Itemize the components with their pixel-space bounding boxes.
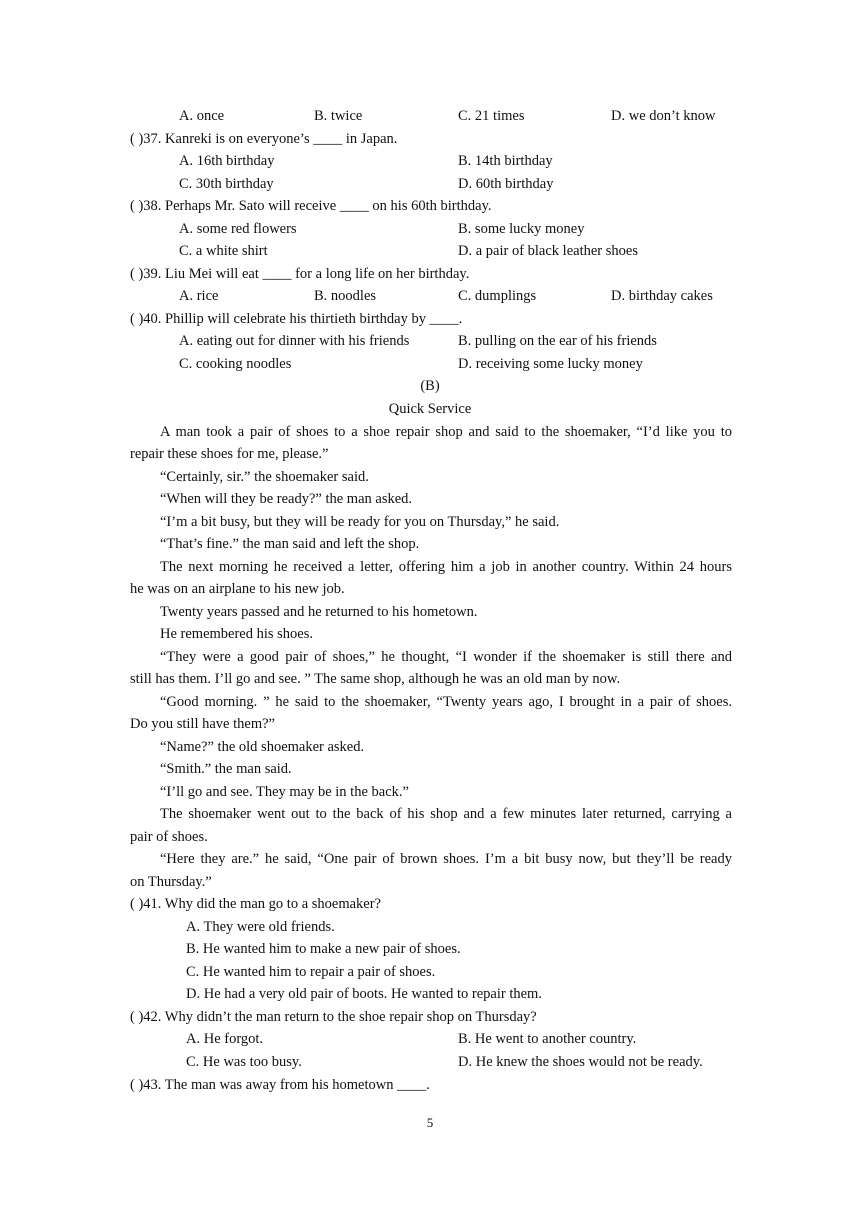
option-a: A. 16th birthday [179,153,275,169]
option-d: D. we don’t know [611,108,716,124]
page-number: 5 [426,1115,434,1130]
section-label: (B) [420,378,440,394]
option-d: D. a pair of black leather shoes [458,243,638,259]
passage-line: he was on an airplane to his new job. [130,581,345,597]
option-b: B. twice [314,108,363,124]
option-b: B. He wanted him to make a new pair of shoes. [186,941,461,957]
option-d: D. 60th birthday [458,176,554,192]
option-a: A. rice [179,288,219,304]
question-stem: ( )40. Phillip will celebrate his thirtieth birthday by ____. [130,311,463,327]
passage-line: Twenty years passed and he returned to his hometown. [160,604,478,620]
passage-line: The next morning he received a letter, offering him a job in another country. Within 24 hours [160,559,732,575]
question-stem: ( )43. The man was away from his hometown ____. [130,1077,430,1093]
option-a: A. He forgot. [186,1031,264,1047]
option-d: D. birthday cakes [611,288,713,304]
passage-line: pair of shoes. [130,829,208,845]
passage-line: Do you still have them?” [130,716,275,732]
passage-line: repair these shoes for me, please.” [130,446,329,462]
option-a: A. some red flowers [179,221,297,237]
passage-line: “Smith.” the man said. [160,761,292,777]
passage-title: Quick Service [388,401,472,417]
passage-line: A man took a pair of shoes to a shoe repair shop and said to the shoemaker, “I’d like you to [160,424,732,440]
option-d: D. He knew the shoes would not be ready. [458,1054,703,1070]
option-a: A. once [179,108,225,124]
question-stem: ( )41. Why did the man go to a shoemaker? [130,896,381,912]
option-d: D. He had a very old pair of boots. He wanted to repair them. [186,986,542,1002]
option-c: C. 21 times [458,108,525,124]
passage-line: The shoemaker went out to the back of his shop and a few minutes later returned, carrying a [160,806,732,822]
passage-line: “Name?” the old shoemaker asked. [160,739,365,755]
passage-line: on Thursday.” [130,874,212,890]
question-stem: ( )39. Liu Mei will eat ____ for a long life on her birthday. [130,266,470,282]
option-c: C. 30th birthday [179,176,274,192]
option-a: A. eating out for dinner with his friends [179,333,410,349]
option-b: B. He went to another country. [458,1031,637,1047]
passage-line: He remembered his shoes. [160,626,314,642]
passage-line: still has them. I’ll go and see. ” The same shop, although he was an old man by now. [130,671,621,687]
passage-line: “They were a good pair of shoes,” he thought, “I wonder if the shoemaker is still there and [160,649,732,665]
option-b: B. some lucky money [458,221,585,237]
option-c: C. cooking noodles [179,356,292,372]
option-c: C. He wanted him to repair a pair of shoes. [186,964,436,980]
passage-line: “Good morning. ” he said to the shoemaker, “Twenty years ago, I brought in a pair of shoes. [160,694,732,710]
option-b: B. noodles [314,288,377,304]
passage-line: “That’s fine.” the man said and left the shop. [160,536,420,552]
passage-line: “When will they be ready?” the man asked. [160,491,413,507]
passage-line: “I’ll go and see. They may be in the back.” [160,784,409,800]
passage-line: “I’m a bit busy, but they will be ready for you on Thursday,” he said. [160,514,560,530]
passage-line: “Certainly, sir.” the shoemaker said. [160,469,369,485]
option-d: D. receiving some lucky money [458,356,643,372]
option-b: B. pulling on the ear of his friends [458,333,657,349]
option-b: B. 14th birthday [458,153,553,169]
option-c: C. He was too busy. [186,1054,302,1070]
option-c: C. dumplings [458,288,537,304]
option-c: C. a white shirt [179,243,268,259]
question-stem: ( )38. Perhaps Mr. Sato will receive ____ on his 60th birthday. [130,198,492,214]
question-stem: ( )42. Why didn’t the man return to the shoe repair shop on Thursday? [130,1009,537,1025]
option-a: A. They were old friends. [186,919,335,935]
question-stem: ( )37. Kanreki is on everyone’s ____ in Japan. [130,131,398,147]
passage-line: “Here they are.” he said, “One pair of brown shoes. I’m a bit busy now, but they’ll be ready [160,851,732,867]
